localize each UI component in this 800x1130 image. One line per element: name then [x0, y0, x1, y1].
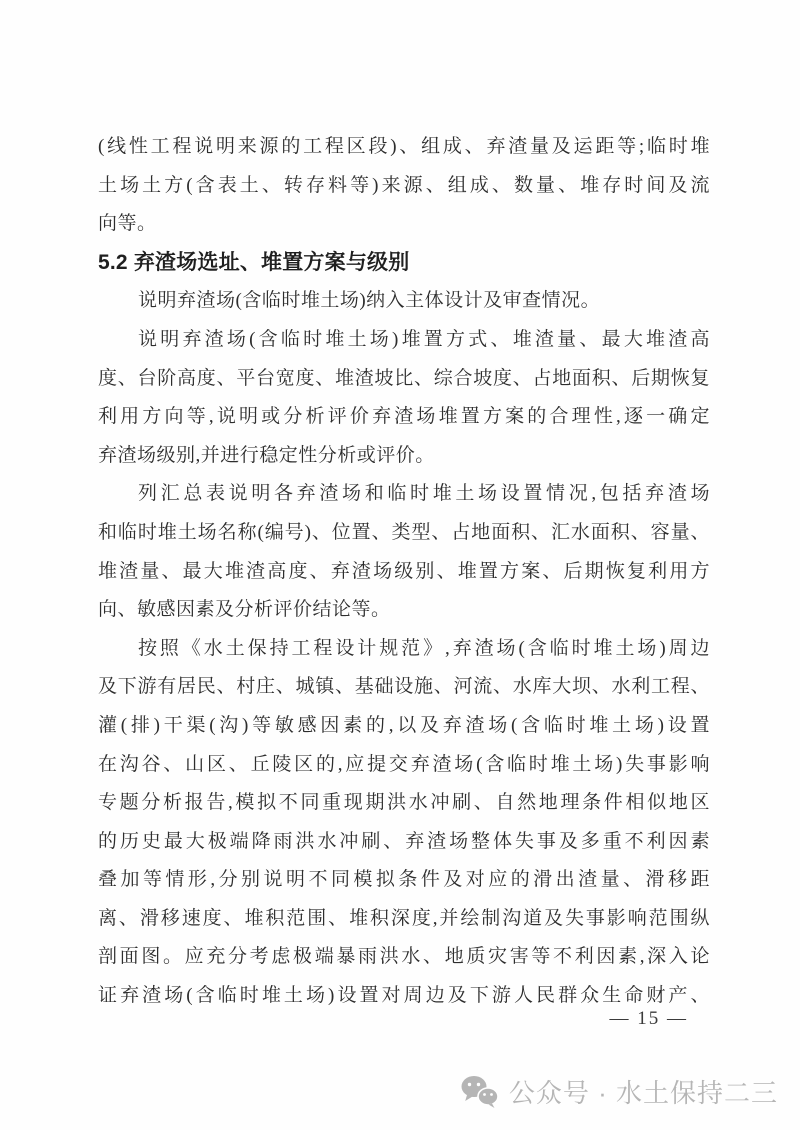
- section-heading: 5.2 弃渣场选址、堆置方案与级别: [98, 250, 410, 274]
- text-line: 证弃渣场(含临时堆土场)设置对周边及下游人民群众生命财产、: [98, 985, 710, 1007]
- watermark-text: 公众号 · 水土保持二三: [508, 1078, 778, 1108]
- text-line: 列汇总表说明各弃渣场和临时堆土场设置情况,包括弃渣场: [138, 483, 710, 505]
- text-line: 专题分析报告,模拟不同重现期洪水冲刷、自然地理条件相似地区: [98, 792, 710, 814]
- text-line: 离、滑移速度、堆积范围、堆积深度,并绘制沟道及失事影响范围纵: [98, 907, 710, 929]
- document-body: [98, 128, 710, 1016]
- text-line: 说明弃渣场(含临时堆土场)堆置方式、堆渣量、最大堆渣高: [138, 328, 710, 350]
- wechat-icon: [460, 1075, 500, 1109]
- text-line: 剖面图。应充分考虑极端暴雨洪水、地质灾害等不利因素,深入论: [98, 946, 710, 968]
- text-line: (线性工程说明来源的工程区段)、组成、弃渣量及运距等;临时堆: [98, 136, 710, 157]
- text-line: 灌(排)干渠(沟)等敏感因素的,以及弃渣场(含临时堆土场)设置: [98, 714, 710, 736]
- text-line: 及下游有居民、村庄、城镇、基础设施、河流、水库大坝、水利工程、: [98, 676, 710, 698]
- text-line: 在沟谷、山区、丘陵区的,应提交弃渣场(含临时堆土场)失事影响: [98, 753, 710, 775]
- text-line: 利用方向等,说明或分析评价弃渣场堆置方案的合理性,逐一确定: [98, 406, 710, 428]
- text-line: 的历史最大极端降雨洪水冲刷、弃渣场整体失事及多重不利因素: [98, 830, 710, 852]
- text-line: 土场土方(含表土、转存料等)来源、组成、数量、堆存时间及流: [98, 174, 710, 196]
- text-line: 弃渣场级别,并进行稳定性分析或评价。: [98, 444, 435, 466]
- text-line: 叠加等情形,分别说明不同模拟条件及对应的滑出渣量、滑移距: [98, 869, 710, 891]
- text-line: 说明弃渣场(含临时堆土场)纳入主体设计及审查情况。: [138, 290, 601, 312]
- page-number: — 15 —: [609, 1008, 688, 1029]
- text-line: 度、台阶高度、平台宽度、堆渣坡比、综合坡度、占地面积、后期恢复: [98, 367, 710, 389]
- text-line: 堆渣量、最大堆渣高度、弃渣场级别、堆置方案、后期恢复利用方: [98, 560, 710, 582]
- text-line: 和临时堆土场名称(编号)、位置、类型、占地面积、汇水面积、容量、: [98, 521, 710, 543]
- text-line: 向、敏感因素及分析评价结论等。: [98, 599, 391, 621]
- text-line: 按照《水土保持工程设计规范》,弃渣场(含临时堆土场)周边: [138, 637, 710, 659]
- watermark: [460, 1073, 778, 1110]
- text-line: 向等。: [98, 213, 157, 235]
